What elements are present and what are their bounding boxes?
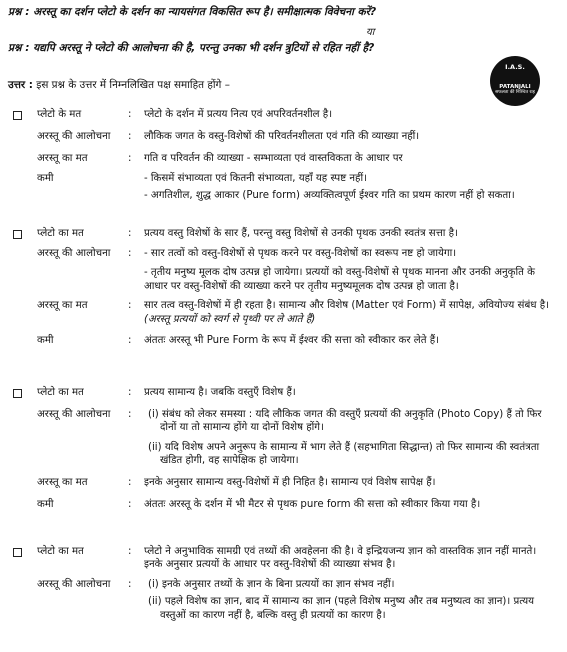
row-label: प्लेटो का मत — [37, 387, 84, 398]
row-text-main: सार तत्व वस्तु-विशेषों में ही रहता है। सामान्य और विशेष (Matter एवं Form) में सापेक्ष, अवियोज्य संबंध है। — [144, 300, 550, 312]
row-colon: : — [128, 335, 132, 347]
logo-tagline: सफलता की निश्चित राह — [495, 90, 535, 96]
row-text-italic: (अरस्तू प्रत्ययों को स्वर्ग से पृथ्वी पर ले आते हैं) — [144, 313, 316, 325]
row-colon: : — [128, 300, 132, 312]
row-label: अरस्तू का मत — [37, 153, 88, 164]
or-text: या — [366, 27, 375, 38]
row-text: - सार तत्वों को वस्तु-विशेषों से पृथक करने पर वस्तु-विशेषों का स्वरूप नष्ट हो जायेगा। — [144, 248, 457, 259]
row-colon: : — [128, 546, 132, 557]
section-row — [0, 227, 567, 243]
checkbox-bullet-icon — [13, 230, 22, 239]
row-colon: : — [128, 248, 132, 259]
row-label: प्लेटो के मत — [37, 109, 82, 120]
question-text-2: यद्यपि अरस्तू ने प्लेटो की आलोचना की है, परन्तु उनका भी दर्शन त्रुटियों से रहित नहीं है? — [33, 42, 375, 54]
question-text-1: अरस्तू का दर्शन प्लेटो के दर्शन का न्यायसंगत विकसित रूप है। समीक्षात्मक विवेचना करें? — [33, 6, 377, 18]
row-text: प्लेटो के दर्शन में प्रत्यय नित्य एवं अपरिवर्तनशील है। — [144, 109, 333, 120]
row-text: अंततः अरस्तू के दर्शन में भी मैटर से पृथक pure form की सत्ता को स्वीकार किया गया है। — [144, 498, 481, 510]
checkbox-bullet-icon — [13, 111, 22, 120]
row-colon: : — [128, 409, 132, 420]
ias-patanjali-logo — [490, 56, 540, 106]
row-label: कमी — [37, 335, 54, 347]
row-label: अरस्तू का मत — [37, 476, 88, 488]
section-row — [0, 299, 567, 326]
section-row — [0, 172, 567, 203]
section-2 — [0, 227, 567, 350]
section-4 — [0, 545, 567, 622]
row-label: कमी — [37, 173, 54, 184]
row-label: अरस्तू की आलोचना — [37, 409, 111, 420]
question-label-2: प्रश्न : — [8, 42, 30, 54]
row-text: (ii) यदि विशेष अपने अनुरूप के सामान्य में भाग लेते हैं (सहभागिता सिद्धान्त) तो फिर सामान्य की स्वतंत्रता खंडित होगी, वह सापेक्षिक हो जायेगा। — [148, 441, 540, 467]
row-colon: : — [128, 153, 132, 164]
row-text: गति व परिवर्तन की व्याख्या - सम्भाव्यता एवं वास्तविकता के आधार पर — [144, 153, 403, 164]
section-row — [0, 476, 567, 492]
row-text: लौकिक जगत के वस्तु-विशेषों की परिवर्तनशीलता एवं गति की व्याख्या नहीं। — [144, 131, 420, 142]
row-text: प्रत्यय सामान्य है। जबकि वस्तुएँ विशेष हैं। — [144, 387, 296, 398]
row-colon: : — [128, 131, 132, 142]
row-label: प्लेटो का मत — [37, 546, 84, 557]
row-label: प्लेटो का मत — [37, 228, 84, 239]
row-label: अरस्तू की आलोचना — [37, 578, 111, 590]
section-row — [0, 578, 567, 622]
row-text: (ii) पहले विशेष का ज्ञान, बाद में सामान्य का ज्ञान (पहले विशेष मनुष्य और तब मनुष्यत्व का ज्ञान)। प्रत्यय वस्तुओं का कारण नहीं है, बल्कि वस्तु ही प्रत्ययों का कारण है। — [148, 596, 535, 621]
row-label: कमी — [37, 498, 54, 510]
row-text: इनके अनुसार सामान्य वस्तु-विशेषों में ही निहित है। सामान्य एवं विशेष सापेक्ष हैं। — [144, 476, 436, 488]
section-row — [0, 386, 567, 402]
row-text: प्लेटो ने अनुभाविक सामग्री एवं तथ्यों की अवहेलना की है। वे इन्द्रियजन्य ज्ञान को वास्तविक ज्ञान नहीं मानते। इनके अनुसार प्रत्ययों के आधार पर वस्तु-विशेषों की व्याख्या संभव है। — [144, 546, 537, 571]
row-text: अंततः अरस्तू भी Pure Form के रूप में ईश्वर की सत्ता को स्वीकार कर लेते हैं। — [144, 335, 440, 347]
section-1 — [0, 108, 567, 203]
row-text: - तृतीय मनुष्य मूलक दोष उत्पन्न हो जायेगा। प्रत्ययों को वस्तु-विशेषों से पृथक मानना और उनकी अनुकृति के आधार पर वस्तु-विशेषों की व्याख्या करने पर तृतीय मनुष्यमूलक दोष उत्पन्न हो जाता है। — [144, 267, 535, 292]
question-label: प्रश्न : — [8, 6, 30, 18]
section-row — [0, 545, 567, 572]
section-3 — [0, 386, 567, 514]
row-colon: : — [128, 387, 132, 398]
row-colon: : — [128, 109, 132, 120]
row-text: (i) संबंध को लेकर समस्या : यदि लौकिक जगत की वस्तुएँ प्रत्ययों की अनुकृति (Photo Copy) हैं तो फिर दोनों या तो सामान्य होंगे या दोनों विशेष होंगे। — [148, 409, 542, 434]
logo-name: PATANJALI — [499, 84, 531, 91]
section-row — [0, 130, 567, 146]
row-text — [144, 299, 554, 326]
question-2 — [8, 42, 374, 56]
checkbox-bullet-icon — [13, 389, 22, 398]
answer-intro — [8, 79, 230, 93]
section-row — [0, 498, 567, 514]
answer-intro-text: इस प्रश्न के उत्तर में निम्नलिखित पक्ष समाहित होंगे – — [36, 79, 230, 91]
section-row — [0, 152, 567, 168]
row-colon: : — [128, 498, 132, 510]
row-text: प्रत्यय वस्तु विशेषों के सार हैं, परन्तु वस्तु विशेषों से उनकी पृथक उनकी स्वतंत्र सत्ता है। — [144, 228, 458, 239]
row-label: अरस्तू का मत — [37, 300, 88, 312]
section-row — [0, 408, 567, 468]
section-row — [0, 108, 567, 124]
section-row — [0, 334, 567, 350]
checkbox-bullet-icon — [13, 548, 22, 557]
logo-top-text: I.A.S. — [505, 63, 525, 71]
row-colon: : — [128, 578, 132, 590]
row-label: अरस्तू की आलोचना — [37, 131, 111, 142]
answer-label: उत्तर : — [8, 79, 33, 91]
row-text: - अगतिशील, शुद्ध आकार (Pure form) अव्यक्तित्वपूर्ण ईश्वर गति का प्रथम कारण नहीं हो सकता। — [144, 190, 515, 202]
row-colon: : — [128, 476, 132, 488]
question-1 — [8, 6, 376, 20]
row-label: अरस्तू की आलोचना — [37, 248, 111, 259]
row-colon: : — [128, 228, 132, 239]
row-text: (i) इनके अनुसार तथ्यों के ज्ञान के बिना प्रत्ययों का ज्ञान संभव नहीं। — [148, 578, 395, 590]
row-text: - किसमें संभाव्यता एवं कितनी संभाव्यता, यहाँ यह स्पष्ट नहीं। — [144, 173, 367, 184]
section-row — [0, 247, 567, 293]
